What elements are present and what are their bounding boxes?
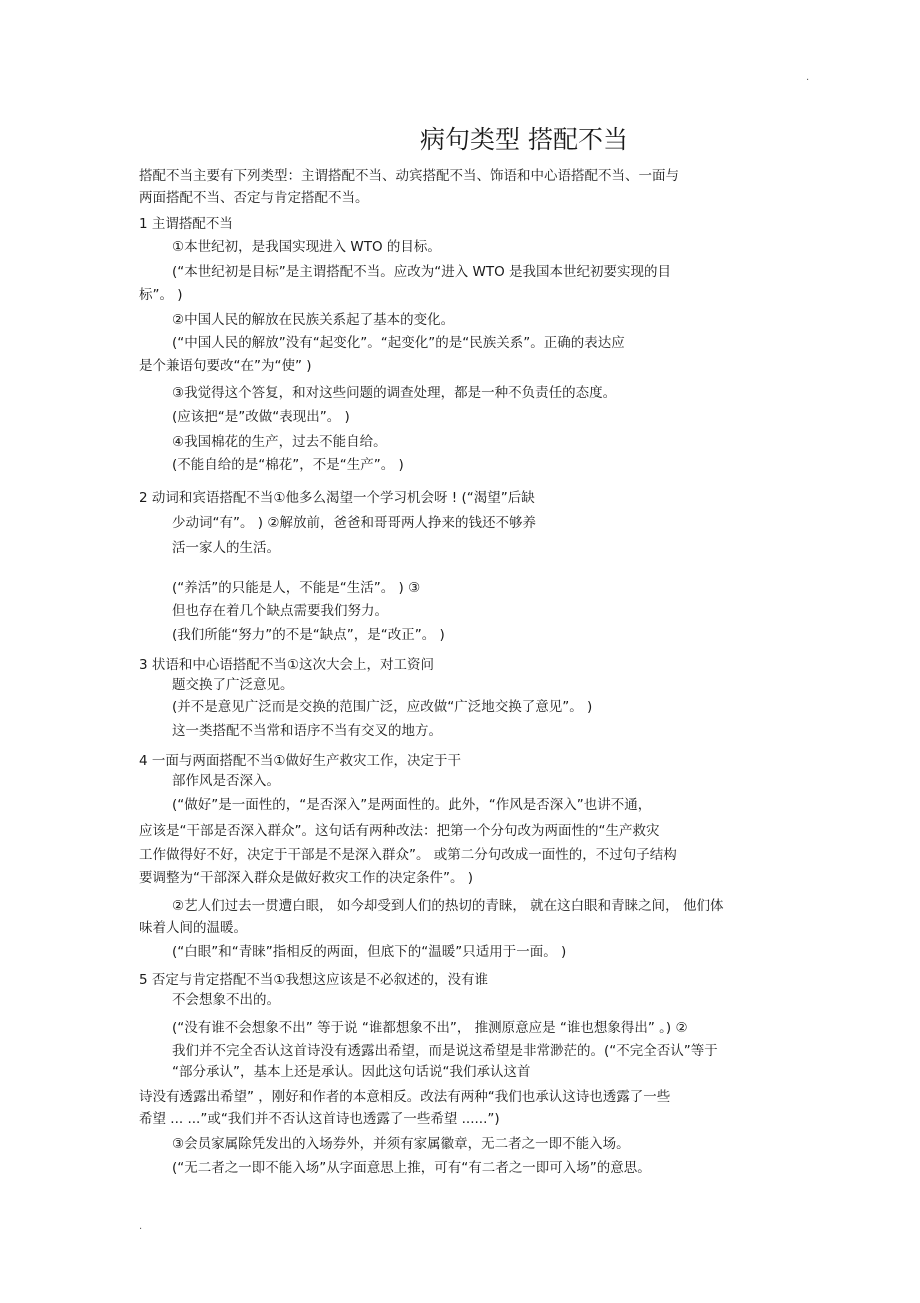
page-title: 病句类型 搭配不当 bbox=[420, 125, 628, 154]
text-line: 希望 ... ...”或“我们并不否认这首诗也透露了一些希望 ......”) bbox=[139, 1111, 500, 1127]
text-line: 但也存在着几个缺点需要我们努力。 bbox=[172, 603, 388, 619]
text-line: ②中国人民的解放在民族关系起了基本的变化。 bbox=[172, 312, 455, 328]
text-line: (“中国人民的解放”没有“起变化”。“起变化”的是“民族关系”。正确的表达应 bbox=[172, 335, 625, 351]
text-line: (并不是意见广泛而是交换的范围广泛，应改做“广泛地交换了意见”。 ) bbox=[172, 699, 593, 715]
text-line: 要调整为“干部深入群众是做好救灾工作的决定条件”。 ) bbox=[139, 870, 474, 886]
text-line: ④我国棉花的生产，过去不能自给。 bbox=[172, 434, 387, 450]
section-4-heading: 4 一面与两面搭配不当①做好生产救灾工作，决定于干 bbox=[139, 753, 461, 769]
text-line: (应该把“是”改做“表现出”。 ) bbox=[172, 409, 350, 425]
text-line: ③会员家属除凭发出的入场券外，并须有家属徽章，无二者之一即不能入场。 bbox=[172, 1136, 630, 1152]
text-line: (不能自给的是“棉花”，不是“生产”。 ) bbox=[172, 457, 404, 473]
text-line: (“养活”的只能是人，不能是“生活”。 ) ③ bbox=[172, 580, 421, 596]
text-line: 标”。 ) bbox=[139, 287, 183, 303]
text-line: 少动词“有”。 ) ②解放前，爸爸和哥哥两人挣来的钱还不够养 bbox=[172, 515, 536, 531]
text-line: (我们所能“努力”的不是“缺点”，是“改正”。 ) bbox=[172, 627, 445, 643]
text-line: (“本世纪初是目标”是主谓搭配不当。应改为“进入 WTO 是我国本世纪初要实现的目 bbox=[172, 264, 672, 280]
section-2-heading: 2 动词和宾语搭配不当①他多么渴望一个学习机会呀 ! (“渴望”后缺 bbox=[139, 490, 535, 506]
text-line: (“做好”是一面性的，“是否深入”是两面性的。此外，“作风是否深入”也讲不通， bbox=[172, 797, 652, 813]
text-line: 部作风是否深入。 bbox=[172, 773, 280, 789]
text-line: ②艺人们过去一贯遭白眼， 如今却受到人们的热切的青睐， 就在这白眼和青睐之间， 他们体 bbox=[172, 898, 724, 914]
intro-line-1: 搭配不当主要有下列类型：主谓搭配不当、动宾搭配不当、饰语和中心语搭配不当、一面与 bbox=[139, 168, 679, 184]
text-line: (“没有谁不会想象不出” 等于说 “谁都想象不出”， 推测原意应是 “谁也想象得出” 。) ② bbox=[172, 1020, 688, 1036]
corner-dot-bottom: . bbox=[139, 1221, 143, 1232]
text-line: 活一家人的生活。 bbox=[172, 540, 280, 556]
corner-dot-top: . bbox=[806, 72, 810, 83]
text-line: “部分承认”，基本上还是承认。因此这句话说“我们承认这首 bbox=[172, 1064, 531, 1080]
text-line: 不会想象不出的。 bbox=[172, 992, 280, 1008]
text-line: 题交换了广泛意见。 bbox=[172, 677, 294, 693]
section-1-heading: 1 主谓搭配不当 bbox=[139, 216, 233, 232]
text-line: 是个兼语句要改“在”为“使” ) bbox=[139, 358, 312, 374]
text-line: ③我觉得这个答复，和对这些问题的调查处理，都是一种不负责任的态度。 bbox=[172, 385, 617, 401]
text-line: 这一类搭配不当常和语序不当有交叉的地方。 bbox=[172, 723, 442, 739]
text-line: 工作做得好不好，决定于干部是不是深入群众”。 或第二分句改成一面性的，不过句子结构 bbox=[139, 847, 677, 863]
text-line: 诗没有透露出希望” ，刚好和作者的本意相反。改法有两种“我们也承认这诗也透露了一些 bbox=[139, 1089, 671, 1105]
text-line: 应该是“干部是否深入群众”。这句话有两种改法：把第一个分句改为两面性的“生产救灾 bbox=[139, 823, 660, 839]
text-line: 味着人间的温暖。 bbox=[139, 920, 247, 936]
section-3-heading: 3 状语和中心语搭配不当①这次大会上，对工资问 bbox=[139, 657, 434, 673]
intro-line-2: 两面搭配不当、否定与肯定搭配不当。 bbox=[139, 190, 369, 206]
text-line: (“无二者之一即不能入场”从字面意思上推，可有“有二者之一即可入场”的意思。 bbox=[172, 1160, 651, 1176]
text-line: (“白眼”和“青睐”指相反的两面，但底下的“温暖”只适用于一面。 ) bbox=[172, 944, 567, 960]
text-line: 我们并不完全否认这首诗没有透露出希望，而是说这希望是非常渺茫的。(“不完全否认”等于 bbox=[172, 1043, 718, 1059]
text-line: ①本世纪初，是我国实现进入 WTO 的目标。 bbox=[172, 239, 441, 255]
section-5-heading: 5 否定与肯定搭配不当①我想这应该是不必叙述的，没有谁 bbox=[139, 972, 488, 988]
